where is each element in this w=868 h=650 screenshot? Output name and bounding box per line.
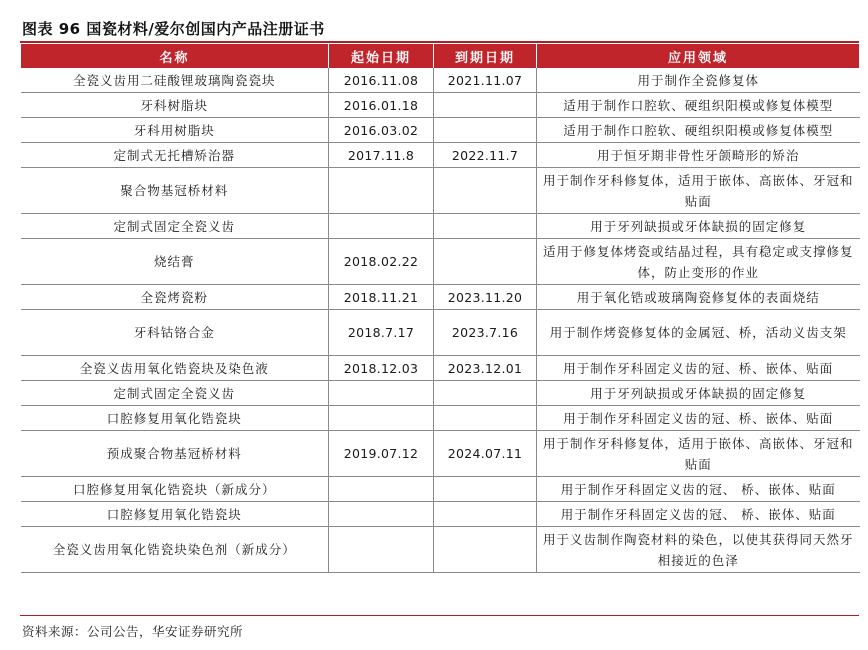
table-row [21,381,860,406]
header-start-date: 起始日期 [329,44,434,68]
cell-use: 用于制作烤瓷修复体的金属冠、桥，活动义齿支架 [537,310,860,356]
cell-start [329,381,434,406]
table-row [21,168,860,214]
cell-name: 牙科用树脂块 [21,118,329,143]
table-row [21,356,860,381]
cell-end [434,214,537,239]
table-row [21,143,860,168]
cell-name: 口腔修复用氧化锆瓷块（新成分） [21,477,329,502]
cell-start: 2018.02.22 [329,239,434,285]
cell-start [329,477,434,502]
cell-use: 适用于制作口腔软、硬组织阳模或修复体模型 [537,118,860,143]
table-row [21,527,860,573]
cell-start [329,406,434,431]
cell-end [434,118,537,143]
cell-end [434,168,537,214]
cell-use: 用于制作牙科固定义齿的冠、桥、嵌体、贴面 [537,356,860,381]
cell-name: 全瓷义齿用二硅酸锂玻璃陶瓷瓷块 [21,68,329,93]
cell-end [434,93,537,118]
cell-use: 用于制作牙科固定义齿的冠、桥、嵌体、贴面 [537,406,860,431]
cell-name: 定制式固定全瓷义齿 [21,214,329,239]
cell-use: 用于牙列缺损或牙体缺损的固定修复 [537,214,860,239]
cell-start: 2018.11.21 [329,285,434,310]
cell-name: 口腔修复用氧化锆瓷块 [21,406,329,431]
cell-end: 2023.11.20 [434,285,537,310]
cell-start: 2016.03.02 [329,118,434,143]
table-row [21,477,860,502]
cell-end: 2021.11.07 [434,68,537,93]
cell-start [329,527,434,573]
title-divider [20,41,859,43]
cell-name: 定制式固定全瓷义齿 [21,381,329,406]
table-row [21,502,860,527]
cell-use: 适用于修复体烤瓷或结晶过程，具有稳定或支撑修复体，防止变形的作业 [537,239,860,285]
header-end-date: 到期日期 [434,44,537,68]
source-divider [20,615,859,616]
cell-use: 用于氧化锆或玻璃陶瓷修复体的表面烧结 [537,285,860,310]
cell-start [329,168,434,214]
table-row [21,310,860,356]
figure-title: 图表 96 国瓷材料/爱尔创国内产品注册证书 [22,20,325,38]
cell-name: 牙科钴铬合金 [21,310,329,356]
table-row [21,431,860,477]
cell-use: 用于制作牙科修复体，适用于嵌体、高嵌体、牙冠和贴面 [537,168,860,214]
cell-end [434,502,537,527]
table-row [21,406,860,431]
cell-use: 用于制作全瓷修复体 [537,68,860,93]
table-row [21,239,860,285]
source-note: 资料来源：公司公告，华安证券研究所 [22,624,244,639]
cell-end [434,239,537,285]
cell-end [434,527,537,573]
table-row [21,93,860,118]
header-application: 应用领域 [537,44,860,68]
cell-name: 烧结膏 [21,239,329,285]
table-header-row [21,44,860,68]
cell-use: 用于牙列缺损或牙体缺损的固定修复 [537,381,860,406]
cell-name: 全瓷烤瓷粉 [21,285,329,310]
cell-end: 2024.07.11 [434,431,537,477]
cell-use: 用于制作牙科修复体，适用于嵌体、高嵌体、牙冠和贴面 [537,431,860,477]
cell-use: 用于义齿制作陶瓷材料的染色，以使其获得同天然牙相接近的色泽 [537,527,860,573]
table-row [21,285,860,310]
cell-name: 全瓷义齿用氧化锆瓷块染色剂（新成分） [21,527,329,573]
cell-use: 适用于制作口腔软、硬组织阳模或修复体模型 [537,93,860,118]
table-row [21,68,860,93]
cell-use: 用于制作牙科固定义齿的冠、 桥、嵌体、贴面 [537,502,860,527]
header-name: 名称 [21,44,329,68]
cell-start: 2016.01.18 [329,93,434,118]
cell-start: 2019.07.12 [329,431,434,477]
cell-name: 定制式无托槽矫治器 [21,143,329,168]
cell-start: 2017.11.8 [329,143,434,168]
cell-end [434,406,537,431]
registration-table [20,44,860,573]
cell-start [329,214,434,239]
cell-start [329,502,434,527]
cell-use: 用于恒牙期非骨性牙颌畸形的矫治 [537,143,860,168]
cell-name: 全瓷义齿用氧化锆瓷块及染色液 [21,356,329,381]
cell-start: 2018.7.17 [329,310,434,356]
cell-name: 牙科树脂块 [21,93,329,118]
cell-use: 用于制作牙科固定义齿的冠、 桥、嵌体、贴面 [537,477,860,502]
cell-end: 2023.12.01 [434,356,537,381]
cell-start: 2018.12.03 [329,356,434,381]
table-row [21,214,860,239]
cell-start: 2016.11.08 [329,68,434,93]
table-row [21,118,860,143]
cell-name: 预成聚合物基冠桥材料 [21,431,329,477]
cell-end [434,381,537,406]
cell-end: 2023.7.16 [434,310,537,356]
cell-name: 聚合物基冠桥材料 [21,168,329,214]
cell-end [434,477,537,502]
cell-name: 口腔修复用氧化锆瓷块 [21,502,329,527]
cell-end: 2022.11.7 [434,143,537,168]
